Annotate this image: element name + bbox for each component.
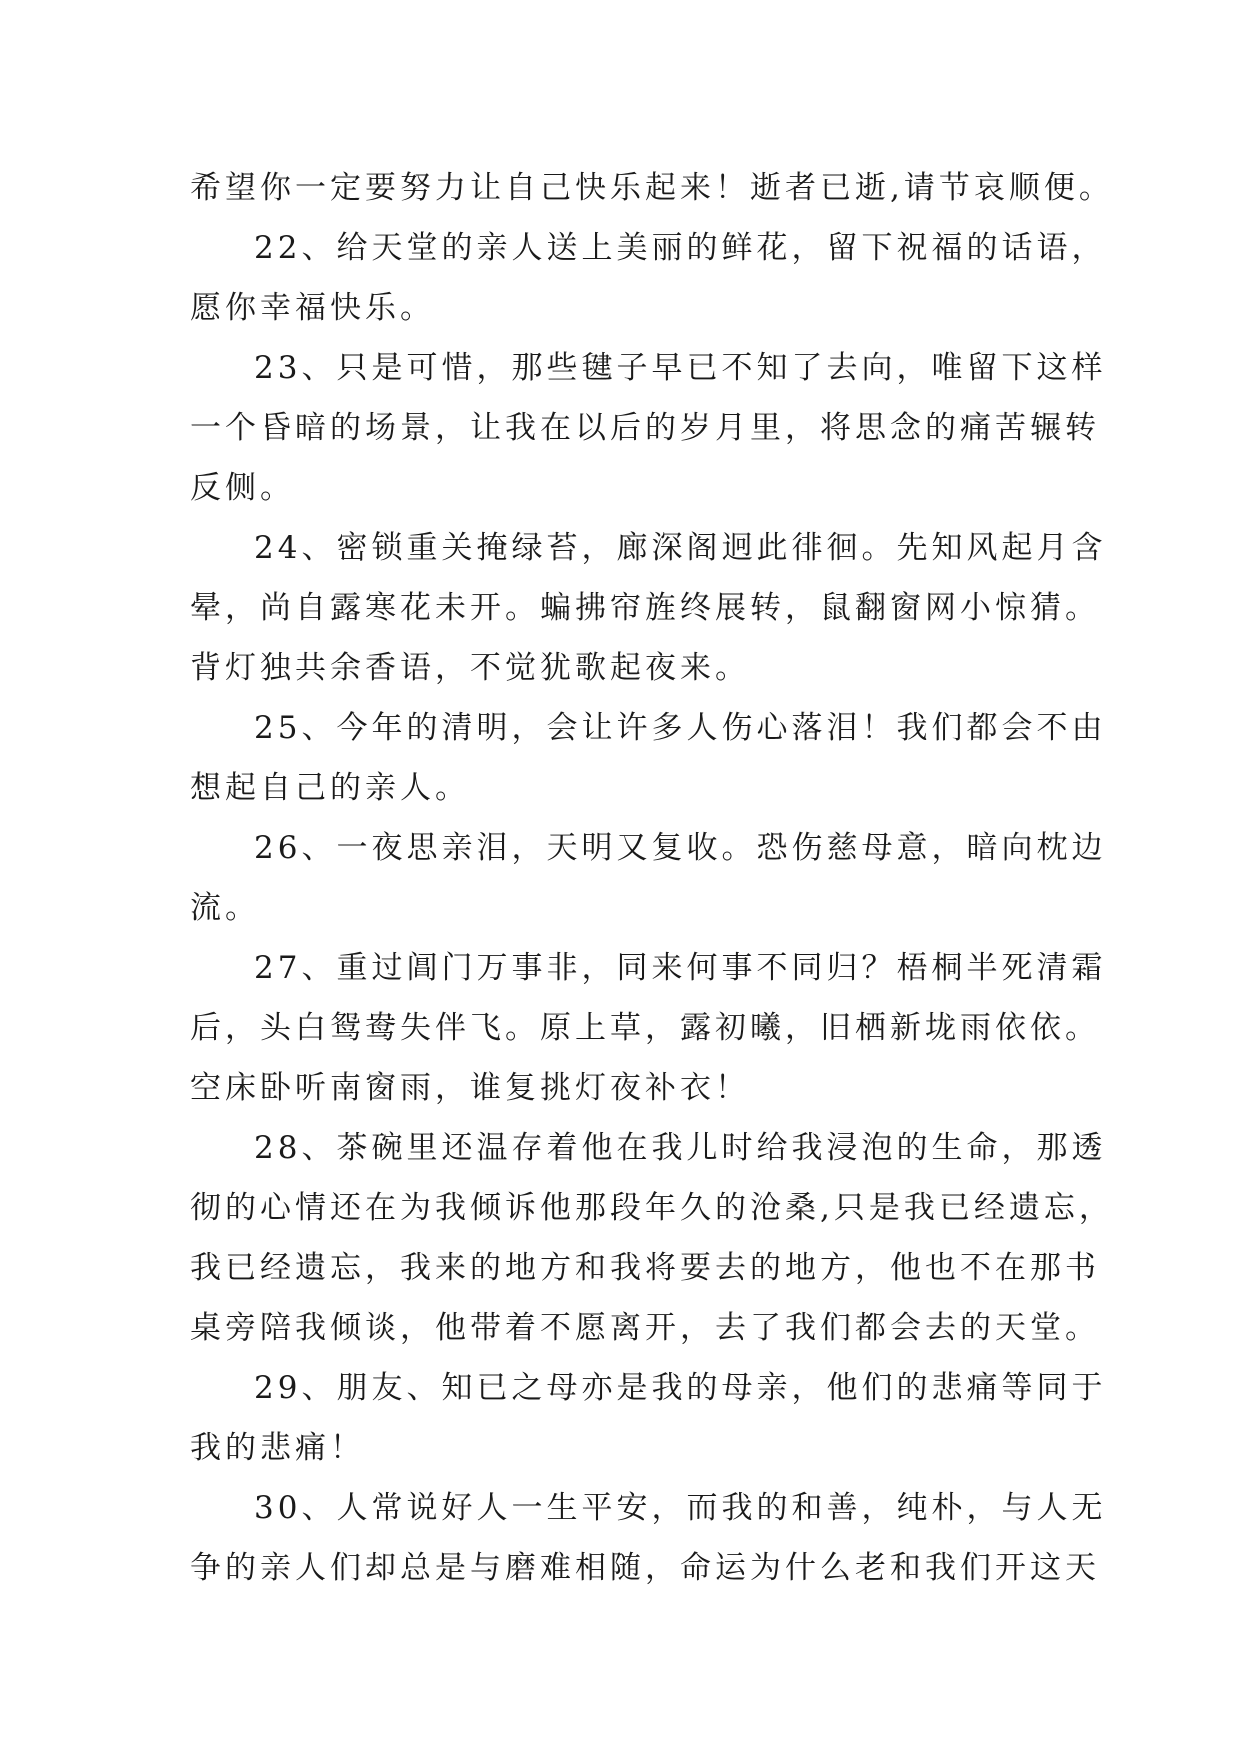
text-line-4: 23、只是可惜，那些毽子早已不知了去向，唯留下这样 <box>254 350 1107 386</box>
text-line-17: 28、茶碗里还温存着他在我儿时给我浸泡的生命，那透 <box>254 1130 1107 1166</box>
text-line-1: 希望你一定要努力让自己快乐起来！逝者已逝,请节哀顺便。 <box>190 170 1114 206</box>
text-line-21: 29、朋友、知已之母亦是我的母亲，他们的悲痛等同于 <box>254 1370 1107 1406</box>
text-line-5: 一个昏暗的场景，让我在以后的岁月里，将思念的痛苦辗转 <box>190 410 1100 446</box>
text-line-15: 后，头白鸳鸯失伴飞。原上草，露初曦，旧栖新垅雨依依。 <box>190 1010 1100 1046</box>
text-line-19: 我已经遗忘，我来的地方和我将要去的地方，他也不在那书 <box>190 1250 1100 1286</box>
text-line-7: 24、密锁重关掩绿苔，廊深阁迥此徘徊。先知风起月含 <box>254 530 1107 566</box>
text-line-18: 彻的心情还在为我倾诉他那段年久的沧桑,只是我已经遗忘， <box>190 1190 1114 1226</box>
text-line-23: 30、人常说好人一生平安，而我的和善，纯朴，与人无 <box>254 1490 1107 1526</box>
text-line-22: 我的悲痛！ <box>190 1430 365 1466</box>
text-line-24: 争的亲人们却总是与磨难相随，命运为什么老和我们开这天 <box>190 1550 1100 1586</box>
text-line-2: 22、给天堂的亲人送上美丽的鲜花，留下祝福的话语， <box>254 230 1107 266</box>
text-line-13: 流。 <box>190 890 260 926</box>
text-line-12: 26、一夜思亲泪，天明又复收。恐伤慈母意，暗向枕边 <box>254 830 1107 866</box>
text-line-8: 晕，尚自露寒花未开。蝙拂帘旌终展转，鼠翻窗网小惊猜。 <box>190 590 1100 626</box>
text-line-9: 背灯独共余香语，不觉犹歌起夜来。 <box>190 650 750 686</box>
text-line-10: 25、今年的清明，会让许多人伤心落泪！我们都会不由 <box>254 710 1107 746</box>
text-line-6: 反侧。 <box>190 470 295 506</box>
document-body <box>190 158 1114 1598</box>
text-line-16: 空床卧听南窗雨，谁复挑灯夜补衣！ <box>190 1070 750 1106</box>
text-line-14: 27、重过阊门万事非，同来何事不同归？梧桐半死清霜 <box>254 950 1107 986</box>
text-line-3: 愿你幸福快乐。 <box>190 290 435 326</box>
text-line-20: 桌旁陪我倾谈，他带着不愿离开，去了我们都会去的天堂。 <box>190 1310 1100 1346</box>
text-line-11: 想起自己的亲人。 <box>190 770 470 806</box>
